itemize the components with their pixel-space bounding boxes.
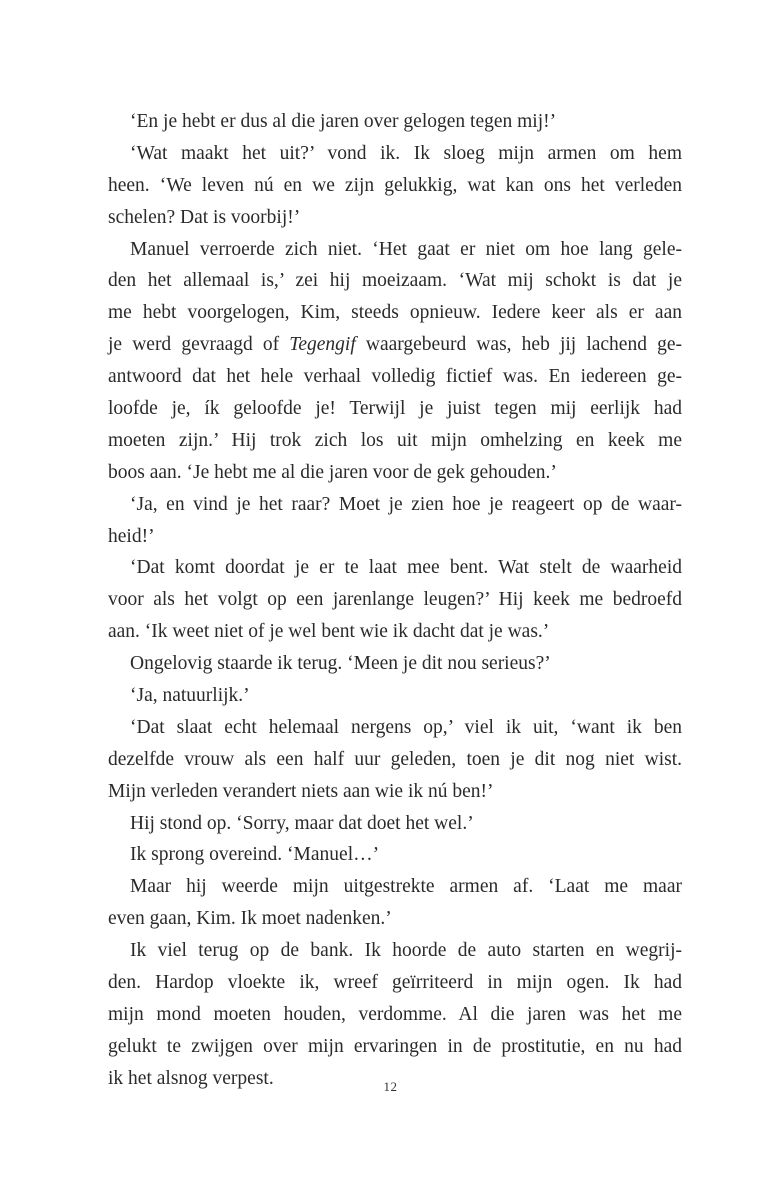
- text-line: antwoord dat het hele verhaal volledig fictief was. En iedereen ge-: [108, 366, 682, 388]
- text-line: gelukt te zwijgen over mijn ervaringen in de prostitutie, en nu had: [108, 1035, 682, 1057]
- text-line: Hij stond op. ‘Sorry, maar dat doet het wel.’: [130, 812, 474, 834]
- text-line: boos aan. ‘Je hebt me al die jaren voor de gek gehouden.’: [108, 461, 557, 483]
- text-line: Ik sprong overeind. ‘Manuel…’: [130, 844, 380, 866]
- text-line: heen. ‘We leven nú en we zijn gelukkig, wat kan ons het verleden: [108, 174, 682, 196]
- text-segment: waargebeurd was, heb jij lachend ge-: [355, 334, 682, 356]
- text-line: den het allemaal is,’ zei hij moeizaam. ‘Wat mij schokt is dat je: [108, 270, 682, 292]
- text-line: aan. ‘Ik weet niet of je wel bent wie ik dacht dat je was.’: [108, 621, 550, 643]
- text-line: ‘Wat maakt het uit?’ vond ik. Ik sloeg mijn armen om hem: [130, 142, 682, 164]
- text-line: loofde je, ík geloofde je! Terwijl je juist tegen mij eerlijk had: [108, 398, 682, 420]
- text-line: den. Hardop vloekte ik, wreef geïrriteerd in mijn ogen. Ik had: [108, 972, 682, 994]
- text-line: ‘Ja, natuurlijk.’: [130, 685, 250, 707]
- text-line: ik het alsnog verpest.: [108, 1067, 274, 1089]
- text-line: even gaan, Kim. Ik moet nadenken.’: [108, 908, 392, 930]
- text-line: moeten zijn.’ Hij trok zich los uit mijn omhelzing en keek me: [108, 429, 682, 451]
- text-line: Ik viel terug op de bank. Ik hoorde de auto starten en wegrij-: [130, 940, 682, 962]
- text-line: ‘Ja, en vind je het raar? Moet je zien hoe je reageert op de waar-: [130, 493, 682, 515]
- text-line: [108, 329, 682, 361]
- text-line: dezelfde vrouw als een half uur geleden, toen je dit nog niet wist.: [108, 748, 682, 770]
- page-number: 12: [383, 1079, 398, 1094]
- text-line: mijn mond moeten houden, verdomme. Al die jaren was het me: [108, 1003, 682, 1025]
- text-line: heid!’: [108, 525, 155, 547]
- text-line: voor als het volgt op een jarenlange leugen?’ Hij keek me bedroefd: [108, 589, 682, 611]
- text-line: me hebt voorgelogen, Kim, steeds opnieuw. Iedere keer als er aan: [108, 302, 682, 324]
- text-line: ‘Dat slaat echt helemaal nergens op,’ viel ik uit, ‘want ik ben: [130, 716, 682, 738]
- text-line: Ongelovig staarde ik terug. ‘Meen je dit nou serieus?’: [130, 653, 551, 675]
- text-line: ‘Dat komt doordat je er te laat mee bent. Wat stelt de waarheid: [130, 557, 682, 579]
- text-line: ‘En je hebt er dus al die jaren over gelogen tegen mij!’: [130, 111, 557, 132]
- book-title-italic: Tegengif: [289, 334, 356, 356]
- text-segment: je werd gevraagd of: [108, 334, 290, 356]
- text-line: Maar hij weerde mijn uitgestrekte armen af. ‘Laat me maar: [130, 876, 682, 898]
- body-text: [108, 106, 682, 1095]
- text-line: Manuel verroerde zich niet. ‘Het gaat er niet om hoe lang gele-: [130, 238, 682, 260]
- text-line: schelen? Dat is voorbij!’: [108, 206, 301, 228]
- text-line: Mijn verleden verandert niets aan wie ik nú ben!’: [108, 780, 494, 802]
